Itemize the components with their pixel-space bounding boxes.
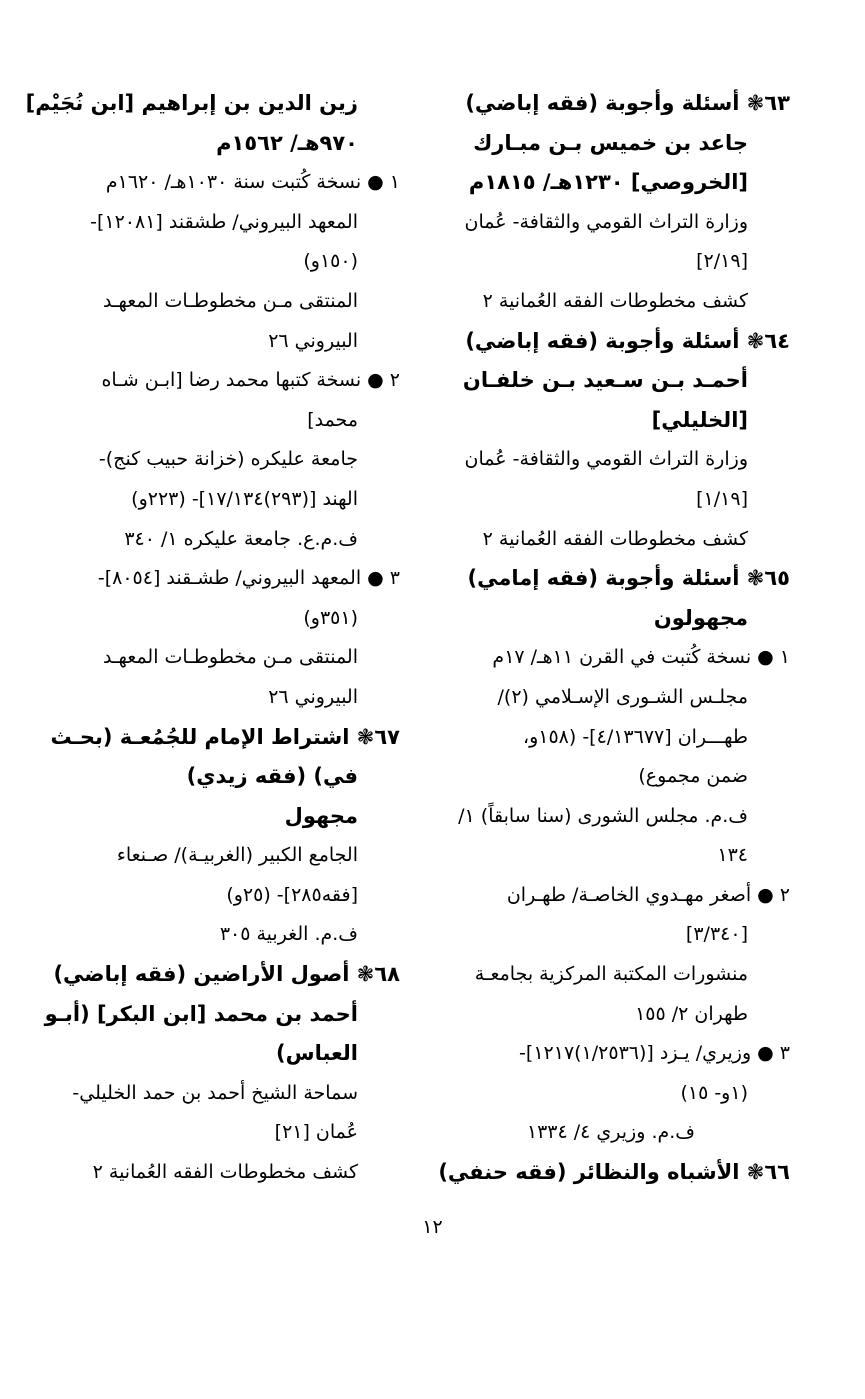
entry-text-line: البيروني ٢٦ xyxy=(268,329,358,352)
entry-text-line: (١و- ١٥) xyxy=(680,1081,748,1104)
entry-text-line: وزارة التراث القومي والثقافة- عُمان xyxy=(464,448,748,471)
entry-text-line: جامعة عليكره (خزانة حبيب كنج)- xyxy=(98,448,358,471)
entry-text-line: طهـــران [٤/١٣٦٧٧]- (١٥٨و، xyxy=(522,725,748,748)
left-column xyxy=(25,84,400,1193)
entry-text-line: مجلـس الشـورى الإسـلامي (٢)/ xyxy=(497,685,748,708)
entry-text-line: ٢ ● أصغر مهـدوي الخاصـة/ طهـران xyxy=(506,883,790,906)
entry-text-line: ١ ● نسخة كُتبت سنة ١٠٣٠هـ/ ١٦٢٠م xyxy=(105,171,400,194)
entry-heading-line: مجهولون xyxy=(653,605,748,630)
entry-heading-line: ٦٣❃ أسئلة وأجوبة (فقه إباضي) xyxy=(465,91,790,115)
entry-text-line: كشف مخطوطات الفقه العُمانية ٢ xyxy=(482,289,748,312)
entry-heading-line: مجهول xyxy=(284,803,358,828)
entry-heading-line: أحمد بن محمد [ابن البكر] (أبـو xyxy=(44,1001,358,1026)
entry-heading-line: في) (فقه زيدي) xyxy=(186,764,358,789)
entry-text-line: كشف مخطوطات الفقه العُمانية ٢ xyxy=(482,527,748,550)
entry-text-line: ٣ ● وزيري/ يـزد [(١/٢٥٣٦)١٢١٧]- xyxy=(519,1042,790,1065)
entry-text-line: المنتقى مـن مخطوطـات المعهـد xyxy=(102,646,358,669)
entry-heading-line: العباس) xyxy=(276,1041,358,1066)
entry-heading-line: ٦٥❃ أسئلة وأجوبة (فقه إمامي) xyxy=(467,566,790,591)
entry-heading-line: ٦٨❃ أصول الأراضين (فقه إباضي) xyxy=(53,962,400,987)
entry-text-line: الجامع الكبير (الغربيـة)/ صـنعاء xyxy=(116,844,358,867)
entry-text-line: البيروني ٢٦ xyxy=(268,685,358,708)
entry-text-line: (٣٥١و) xyxy=(303,606,358,629)
entry-text-line: ١٣٤ xyxy=(717,844,748,867)
entry-heading-line: [الخروصي] ١٢٣٠هـ/ ١٨١٥م xyxy=(468,170,748,195)
entry-text-line: طهران ٢/ ١٥٥ xyxy=(635,1002,748,1025)
entry-text-line: محمد] xyxy=(307,408,358,431)
entry-text-line: وزارة التراث القومي والثقافة- عُمان xyxy=(464,210,748,233)
entry-text-line: ٣ ● المعهد البيروني/ طشـقند [٨٠٥٤]- xyxy=(97,567,400,590)
entry-heading-line: [الخليلي] xyxy=(651,407,748,432)
entry-text-line: [٢/١٩] xyxy=(696,250,748,273)
entry-heading-line: ٦٧❃ اشتراط الإمام للجُمُعـة (بحـث xyxy=(50,724,400,749)
entry-text-line: كشف مخطوطات الفقه العُمانية ٢ xyxy=(92,1161,358,1184)
entry-heading-line: زين الدين بن إبراهيم [ابن نُجَيْم] xyxy=(25,91,358,115)
entry-text-line: المنتقى مـن مخطوطـات المعهـد xyxy=(102,289,358,312)
entry-text-line: ف.م. الغربية ٣٠٥ xyxy=(219,923,358,946)
right-column xyxy=(440,84,790,1193)
entry-text-line: [١/١٩] xyxy=(696,487,748,510)
entry-text-line: عُمان [٢١] xyxy=(274,1121,358,1144)
entry-text-line: سماحة الشيخ أحمد بن حمد الخليلي- xyxy=(72,1081,358,1104)
entry-text-line: ف.م. مجلس الشورى (سنا سابقاً) ١/ xyxy=(458,804,748,827)
page-number: ١٢ xyxy=(422,1216,443,1238)
entry-heading-line: جاعد بن خميس بـن مبـارك xyxy=(473,130,748,155)
entry-text-line: ١ ● نسخة كُتبت في القرن ١١هـ/ ١٧م xyxy=(492,646,790,669)
entry-heading-line: ٦٦❃ الأشباه والنظائر (فقه حنفي) xyxy=(438,1160,790,1185)
entry-text-line: منشورات المكتبة المركزية بجامعـة xyxy=(474,963,748,986)
entry-text-line: [فقه٢٨٥]- (٢٥و) xyxy=(226,883,358,906)
entry-text-line: المعهد البيروني/ طشقند [١٢٠٨١]- xyxy=(90,210,358,233)
entry-heading-line: ٩٧٠هـ/ ١٥٦٢م xyxy=(216,130,358,155)
entry-text-line: الهند [(٢٩٣)١٧/١٣٤]- (٢٢٣و) xyxy=(131,487,358,510)
entry-heading-line: أحمـد بـن سـعيد بـن خلفـان xyxy=(462,368,748,393)
entry-text-line: (١٥٠و) xyxy=(303,250,358,273)
entry-text-line: ف.م. وزيري ٤/ ١٣٣٤ xyxy=(526,1121,695,1144)
entry-text-line: ف.م.ع. جامعة عليكره ١/ ٣٤٠ xyxy=(124,527,358,550)
entry-heading-line: ٦٤❃ أسئلة وأجوبة (فقه إباضي) xyxy=(465,328,790,353)
entry-text-line: ٢ ● نسخة كتبها محمد رضا [ابـن شـاه xyxy=(101,369,400,392)
entry-text-line: ضمن مجموع) xyxy=(638,765,748,788)
entry-text-line: [٣/٣٤٠] xyxy=(685,923,748,946)
